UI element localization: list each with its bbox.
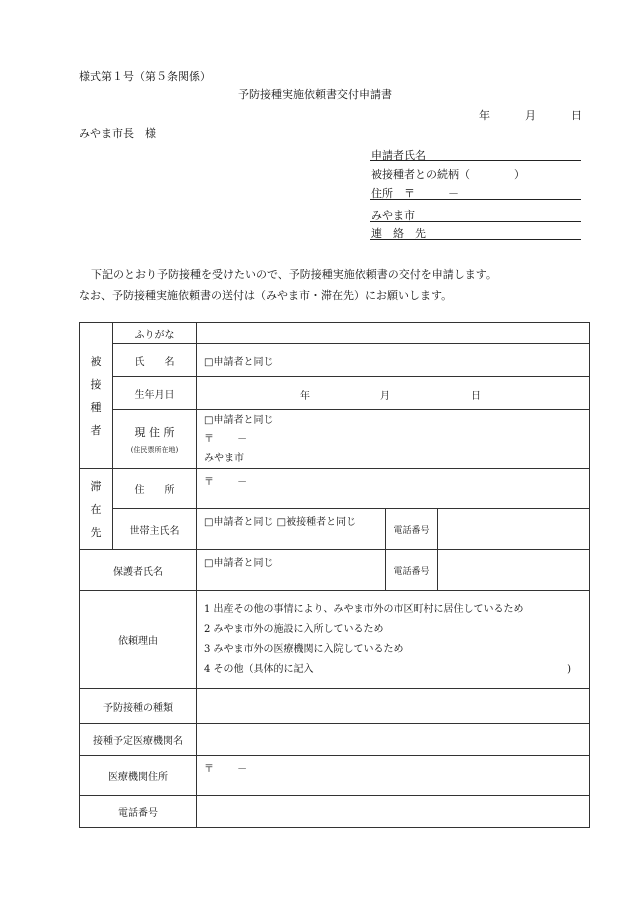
date-year-label: 年 (479, 109, 490, 122)
intro-line-2: なお、予防接種実施依頼書の送付は（みやま市・滞在先）にお願いします。 (79, 289, 453, 302)
reason-option-3[interactable]: 3 みやま市外の医療機関に入院しているため (204, 643, 404, 655)
current-address-sublabel: (住民票所在地) (130, 445, 179, 454)
address-city: みやま市 (204, 452, 244, 464)
householder-checkboxes[interactable]: □申請者と同じ □被接種者と同じ (204, 517, 357, 528)
birth-month-label: 月 (380, 391, 390, 402)
applicant-address-field[interactable] (370, 199, 581, 200)
clinic-address-field[interactable]: 〒 － (197, 756, 590, 796)
name-field[interactable] (197, 344, 590, 377)
clinic-name-field[interactable] (197, 724, 590, 756)
guardian-phone-field[interactable] (438, 550, 590, 591)
clinic-address-label: 医療機関住所 (80, 756, 197, 796)
current-address-field[interactable] (197, 410, 590, 469)
birth-day-label: 日 (471, 391, 481, 402)
guardian-label: 保護者氏名 (80, 550, 197, 591)
reason-option-4-text: 4 その他（具体的に記入 (204, 663, 314, 675)
contact-label: 連 絡 先 (371, 227, 426, 240)
reason-row (80, 591, 590, 689)
vaccinee-group-label: 被接種者 (80, 323, 113, 469)
vaccine-type-field[interactable] (197, 689, 590, 724)
householder-phone-label: 電話番号 (386, 509, 438, 550)
guardian-field[interactable] (197, 550, 386, 591)
address-postal-code: 〒 － (204, 433, 248, 445)
application-table (79, 322, 590, 828)
householder-row (80, 509, 590, 550)
current-address-label: 現 住 所 (134, 425, 175, 439)
name-label: 氏 名 (113, 344, 197, 377)
applicant-city-field[interactable] (370, 221, 581, 222)
clinic-phone-row (80, 796, 590, 828)
form-title: 予防接種実施依頼書交付申請書 (238, 88, 392, 101)
form-number: 様式第１号（第５条関係） (79, 70, 211, 83)
clinic-name-label: 接種予定医療機関名 (80, 724, 197, 756)
furigana-label: ふりがな (113, 323, 197, 344)
addressee: みやま市長 様 (79, 127, 156, 140)
guardian-same-as-applicant-checkbox[interactable]: □申請者と同じ (204, 558, 274, 569)
birthdate-field[interactable] (197, 377, 590, 410)
furigana-row (80, 323, 590, 344)
reason-option-2[interactable]: 2 みやま市外の施設に入所しているため (204, 623, 384, 635)
clinic-phone-field[interactable] (197, 796, 590, 828)
intro-line-1: 下記のとおり予防接種を受けたいので、予防接種実施依頼書の交付を申請します。 (91, 268, 497, 281)
name-same-as-applicant-checkbox[interactable]: □申請者と同じ (204, 356, 274, 368)
clinic-address-row (80, 756, 590, 796)
date-month-label: 月 (525, 109, 536, 122)
vaccine-type-label: 予防接種の種類 (80, 689, 197, 724)
reason-option-1[interactable]: 1 出産その他の事情により、みやま市外の市区町村に居住しているため (204, 603, 524, 615)
reason-option-4[interactable] (204, 660, 589, 680)
address-same-as-applicant-checkbox[interactable]: □申請者と同じ (204, 414, 274, 426)
current-address-row (80, 410, 590, 469)
date-day-label: 日 (571, 109, 582, 122)
relation-label: 被接種者との続柄（ ） (371, 168, 525, 181)
birthdate-label: 生年月日 (113, 377, 197, 410)
stay-address-field[interactable]: 〒 － (197, 469, 590, 509)
birthdate-row (80, 377, 590, 410)
householder-field[interactable] (197, 509, 386, 550)
reason-option-4-close-paren: ) (567, 663, 572, 675)
stay-address-row (80, 469, 590, 509)
clinic-name-row (80, 724, 590, 756)
stay-address-label: 住 所 (113, 469, 197, 509)
guardian-phone-label: 電話番号 (386, 550, 438, 591)
householder-label: 世帯主氏名 (113, 509, 197, 550)
applicant-name-field[interactable] (370, 160, 581, 161)
householder-phone-field[interactable] (438, 509, 590, 550)
furigana-field[interactable] (197, 323, 590, 344)
vaccine-type-row (80, 689, 590, 724)
clinic-phone-label: 電話番号 (80, 796, 197, 828)
guardian-row (80, 550, 590, 591)
reason-options (197, 591, 590, 689)
applicant-city-label: みやま市 (371, 209, 415, 222)
stay-group-label: 滞在先 (80, 469, 113, 550)
current-address-label-cell (113, 410, 197, 469)
contact-field[interactable] (370, 239, 581, 240)
applicant-address-label: 住所 〒 － (371, 187, 459, 200)
applicant-name-label: 申請者氏名 (371, 149, 426, 162)
reason-label: 依頼理由 (80, 591, 197, 689)
birth-year-label: 年 (300, 391, 310, 402)
name-row (80, 344, 590, 377)
